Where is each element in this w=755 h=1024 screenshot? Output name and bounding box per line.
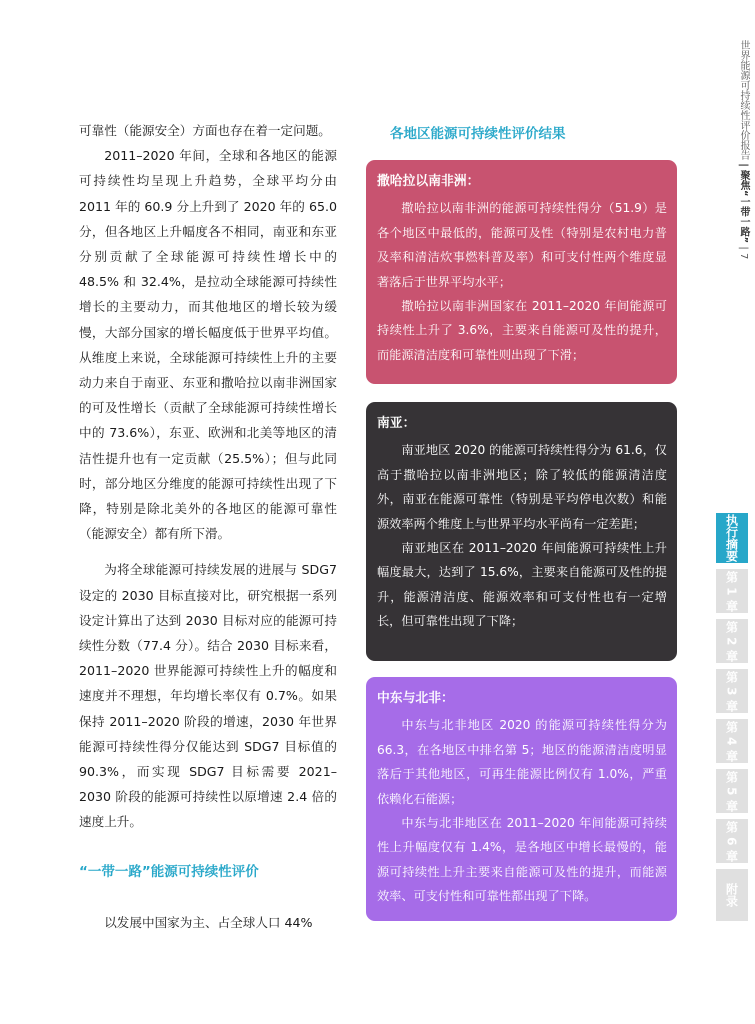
tab-label: 执行摘要: [724, 514, 739, 562]
running-separator: |: [738, 163, 749, 167]
left-paragraph-3: 为将全球能源可持续发展的进展与 SDG7 设定的 2030 目标直接对比，研究根据一系列设定计算出了达到 2030 目标对应的能源可持续性分数（77.4 分）。结合 2030 目标来看，2011–2020 世界能源可持续性上升的幅度和速度并不理想，年均增长率仅有 0.7%。如果保持 2011–2020 阶段的增速，2030 年世界能源可持续性得分仅能达到 SDG7 目标值的 90.3%，而实现 SDG7 目标需要 2021–2030 阶段的能源可持续性以原增速 2.4 倍的速度上升。: [79, 562, 337, 830]
tab-label: 第 5 章: [724, 770, 739, 812]
tab-chapter-3[interactable]: [716, 669, 748, 713]
box-title-sa: 南亚：: [377, 416, 416, 431]
sa-paragraph-2: 南亚地区在 2011–2020 年间能源可持续性上升幅度最大，达到了 15.6%，主要来自能源可及性的提升，能源清洁度、能源效率和可支付性也有一定增长，但可靠性出现了下降；: [377, 541, 667, 629]
mena-paragraph-1: 中东与北非地区 2020 的能源可持续性得分为 66.3，在各地区中排名第 5；地区的能源清洁度明显落后于其他地区，可再生能源比例仅有 1.0%，严重依赖化石能源；: [377, 718, 667, 806]
box-middle-east-north-africa: [366, 677, 677, 921]
tab-chapter-2[interactable]: [716, 619, 748, 663]
tab-label: 附录: [724, 883, 739, 907]
box-title-mena: 中东与北非：: [377, 691, 454, 706]
sa-paragraph-1: 南亚地区 2020 的能源可持续性得分为 61.6，仅高于撒哈拉以南非洲地区；除了较低的能源清洁度外，南亚在能源可靠性（特别是平均停电次数）和能源效率两个维度上与世界平均水平尚有一定差距；: [377, 443, 667, 531]
box-south-asia: [366, 402, 677, 661]
left-paragraph-2: 2011–2020 年间，全球和各地区的能源可持续性均呈现上升趋势，全球平均分由 2011 年的 60.9 分上升到了 2020 年的 65.0 分，但各地区上升幅度各不相同，南亚和东亚分别贡献了全球能源可持续性增长中的 48.5% 和 32.4%，是拉动全球能源可持续性增长的主要动力，而其他地区的增长较为缓慢，大部分国家的增长幅度低于世界平均值。从维度上来说，全球能源可持续性上升的主要动力来自于南亚、东亚和撒哈拉以南非洲国家的可及性增长（贡献了全球能源可持续性增长中的 73.6%），东亚、欧洲和北美等地区的清洁性提升也有一定贡献（25.5%）；但与此同时，部分地区分维度的能源可持续性出现了下降，特别是除北美外的各地区的能源可靠性（能源安全）都有所下滑。: [79, 148, 337, 542]
focus-label: 聚焦“一带一路”: [738, 170, 749, 244]
mena-paragraph-2: 中东与北非地区在 2011–2020 年间能源可持续性上升幅度仅有 1.4%，是各地区中增长最慢的，能源可持续性上升主要来自能源可及性的提升，而能源效率、可支付性和可靠性都出现了下降。: [377, 816, 667, 904]
left-paragraph-4: 以发展中国家为主、占全球人口 44%: [104, 914, 313, 930]
tab-label: 第 1 章: [724, 570, 739, 612]
page-number: 7: [738, 252, 749, 260]
tab-label: 第 4 章: [724, 720, 739, 762]
running-separator-2: |: [738, 246, 749, 250]
tab-chapter-1[interactable]: [716, 569, 748, 613]
running-header: [723, 40, 749, 259]
box-sub-saharan-africa: [366, 160, 677, 384]
tab-label: 第 6 章: [724, 820, 739, 862]
regional-results-heading: 各地区能源可持续性评价结果: [390, 126, 566, 142]
ssa-paragraph-2: 撒哈拉以南非洲国家在 2011–2020 年间能源可持续性上升了 3.6%，主要来自能源可及性的提升，而能源清洁度和可靠性则出现了下滑；: [377, 299, 667, 362]
left-paragraph-1: 可靠性（能源安全）方面也存在着一定问题。: [79, 123, 331, 138]
belt-road-heading: “一带一路”能源可持续性评价: [79, 863, 259, 880]
tab-chapter-4[interactable]: [716, 719, 748, 763]
tab-appendix[interactable]: [716, 869, 748, 921]
tab-chapter-5[interactable]: [716, 769, 748, 813]
tab-chapter-6[interactable]: [716, 819, 748, 863]
tab-label: 第 2 章: [724, 620, 739, 662]
chapter-tabs: [716, 513, 748, 927]
left-column: [79, 118, 337, 935]
ssa-paragraph-1: 撒哈拉以南非洲的能源可持续性得分（51.9）是各个地区中最低的，能源可及性（特别是农村电力普及率和清洁炊事燃料普及率）和可支付性两个维度显著落后于世界平均水平；: [377, 201, 667, 289]
report-title: 世界能源可持续性评价报告: [738, 40, 749, 160]
tab-label: 第 3 章: [724, 670, 739, 712]
box-title-ssa: 撒哈拉以南非洲：: [377, 174, 480, 189]
tab-executive-summary[interactable]: [716, 513, 748, 563]
